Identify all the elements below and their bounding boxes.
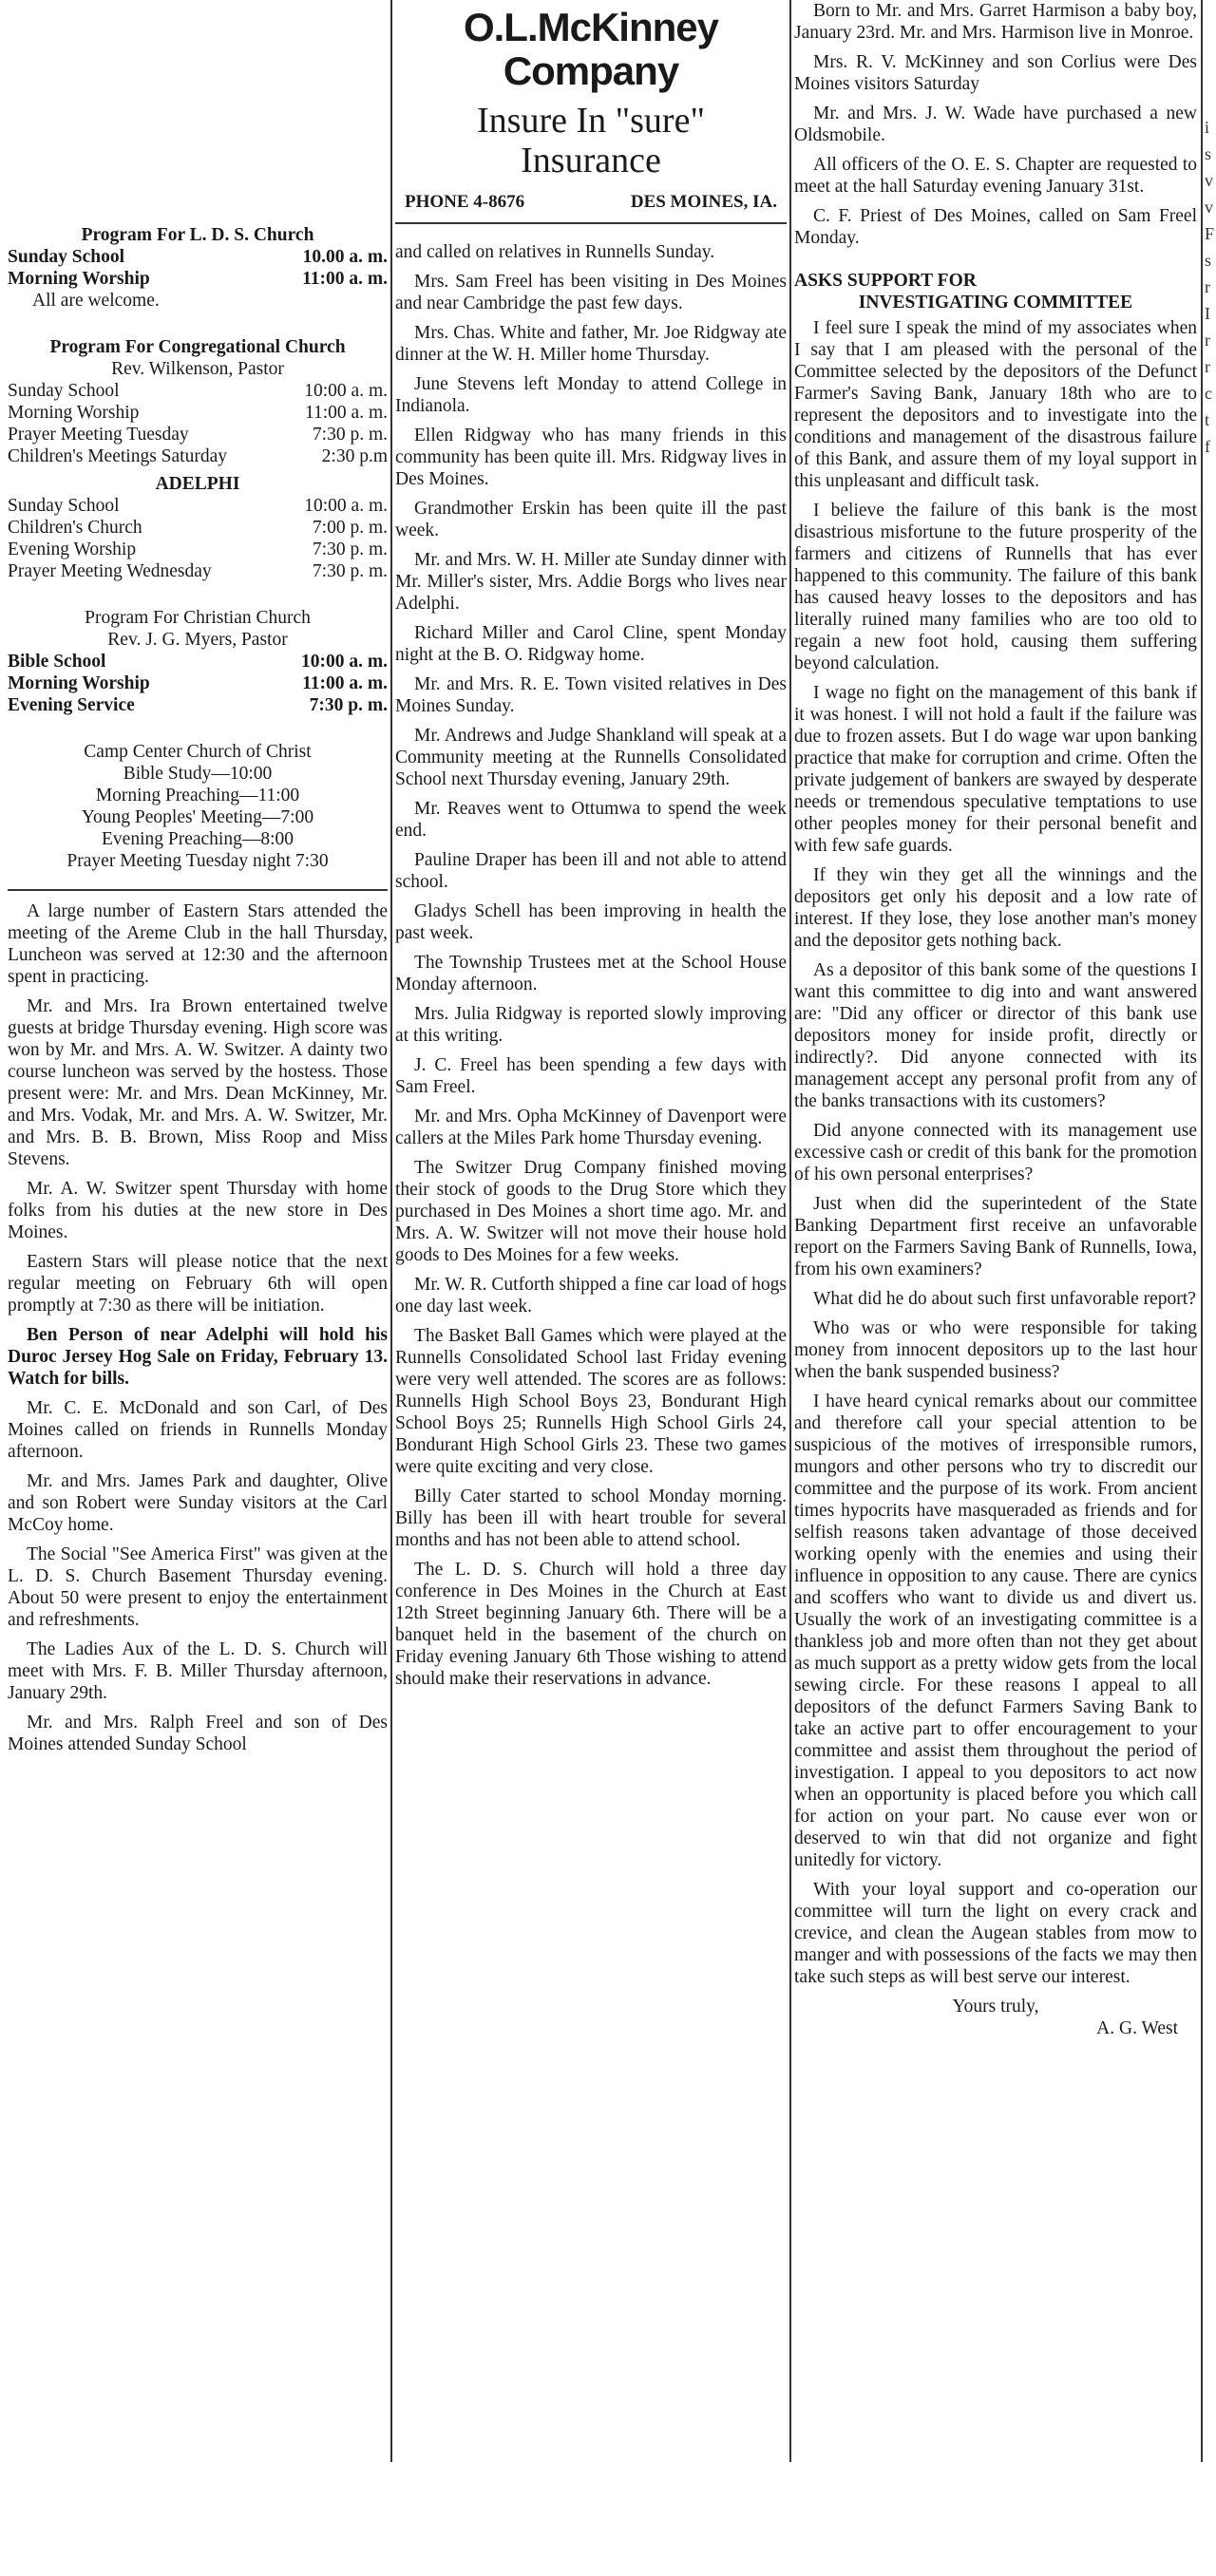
news-item: The Township Trustees met at the School House Monday afternoon. [395,953,787,994]
news-item: Mr. and Mrs. Ira Brown entertained twelve guests at bridge Thursday evening. High score was won by Mr. and Mrs. A. W. Switzer. A dainty two course luncheon was served by the hostess. Those present were: Mr. and Mrs. Dean McKinney, Mr. and Mrs. Vodak, Mr. and Mrs. A. W. Switzer, Mr. and Mrs. B. B. Brown, Miss Roop and Miss Stevens. [8,996,388,1169]
local-news [395,241,787,1690]
program-line: Evening Preaching—8:00 [102,829,294,849]
program-line: Prayer Meeting Tuesday night 7:30 [66,851,329,871]
news-item: The Ladies Aux of the L. D. S. Church will meet with Mrs. F. B. Miller Thursday afternoon, January 29th. [8,1639,388,1703]
schedule-row: Children's Church 7:00 p. m. [8,518,388,538]
letter-paragraph: I wage no fight on the management of this bank if it was honest. I will not hold a fault if the failure was due to frozen assets. But I do wage war upon banking practice that make for corruption and crime. Often the private judgement of bankers are swayed by desperate needs or tremendous speculative temptations to use other peoples money for their personal benefit and with few safe guards. [794,683,1197,856]
program-title: Camp Center Church of Christ [84,742,312,762]
news-item: Mr. and Mrs. J. W. Wade have purchased a new Oldsmobile. [794,104,1197,145]
letter-subheadline: INVESTIGATING COMMITTEE [858,293,1133,313]
ad-tagline: Insure In "sure" [477,101,705,141]
ad-company-name: O.L.McKinney Company [463,5,719,93]
program-title: Program For Congregational Church [49,337,346,357]
ad-contact [399,192,783,213]
schedule-row: Morning Worship 11:00 a. m. [8,673,388,693]
news-item: Mr. Andrews and Judge Shankland will speak at a Community meeting at the Runnells Consolidated School next Thursday evening, January 29th. [395,726,787,789]
news-item: Mr. and Mrs. W. H. Miller ate Sunday dinner with Mr. Miller's sister, Mrs. Addie Borgs who lives near Adelphi. [395,550,787,614]
program-pastor: Rev. Wilkenson, Pastor [111,359,284,379]
column-rule [1201,0,1203,2462]
column-rule [390,0,392,2462]
news-item: Mr. C. E. McDonald and son Carl, of Des Moines called on friends in Runnells Monday afternoon. [8,1398,388,1462]
letter-paragraph: Who was or who were responsible for taking money from innocent depositors up to the last hour when the bank suspended business? [794,1318,1197,1382]
schedule-row: Prayer Meeting Tuesday 7:30 p. m. [8,425,388,445]
schedule-row: Evening Service 7:30 p. m. [8,695,388,715]
program-title: Program For L. D. S. Church [81,225,314,245]
news-item: Eastern Stars will please notice that the next regular meeting on February 6th will open promptly at 7:30 as there will be initiation. [8,1252,388,1316]
program-pastor: Rev. J. G. Myers, Pastor [107,630,288,650]
schedule-row: Sunday School 10.00 a. m. [8,247,388,267]
insurance-ad [395,0,787,224]
news-item: Mr. and Mrs. James Park and daughter, Olive and son Robert were Sunday visitors at the Carl McCoy home. [8,1471,388,1535]
schedule-row: Morning Worship 11:00 a. m. [8,269,388,289]
news-item: Grandmother Erskin has been quite ill the past week. [395,499,787,540]
adjacent-column-edge: i s v v F s r I r r c t f [1205,118,1215,456]
news-item: Mrs. Chas. White and father, Mr. Joe Ridgway ate dinner at the W. H. Miller home Thursday. [395,323,787,365]
news-item: Mr. A. W. Switzer spent Thursday with home folks from his duties at the new store in Des Moines. [8,1179,388,1242]
letter-paragraph: With your loyal support and co-operation our committee will turn the light on every crack and crevice, and clean the Augean stables from mow to manger and with possessions of the facts we may then take such steps as will best serve our interest. [794,1880,1197,1987]
schedule-row: Sunday School 10:00 a. m. [8,381,388,401]
news-item: The Switzer Drug Company finished moving their stock of goods to the Drug Store which they purchased in Des Moines a short time ago. Mr. and Mrs. A. W. Switzer will not move their house hold goods to Des Moines for a few weeks. [395,1158,787,1265]
news-item: Ben Person of near Adelphi will hold his Duroc Jersey Hog Sale on Friday, February 13. Watch for bills. [8,1325,388,1389]
news-item: Mr. and Mrs. R. E. Town visited relatives in Des Moines Sunday. [395,674,787,716]
program-line: Morning Preaching—11:00 [95,786,300,805]
program-line: Young Peoples' Meeting—7:00 [81,807,314,827]
column-1 [8,224,388,1763]
letter-signature: A. G. West [1096,2018,1178,2038]
news-item: Mr. and Mrs. Ralph Freel and son of Des Moines attended Sunday School [8,1713,388,1754]
news-item: Mr. W. R. Cutforth shipped a fine car load of hogs one day last week. [395,1275,787,1316]
news-item: The Social "See America First" was given at the L. D. S. Church Basement Thursday evening. About 50 were present to enjoy the entertainment and refreshments. [8,1544,388,1630]
news-item: and called on relatives in Runnells Sunday. [395,242,715,262]
program-note: All are welcome. [32,291,160,311]
news-item: C. F. Priest of Des Moines, called on Sam Freel Monday. [794,206,1197,248]
adelphi-program [8,473,388,582]
letter-headline: ASKS SUPPORT FOR [794,271,977,291]
news-item: All officers of the O. E. S. Chapter are requested to meet at the hall Saturday evening January 31st. [794,155,1197,197]
congregational-program [8,336,388,467]
local-news [794,0,1197,249]
ad-tagline: Insurance [521,141,661,180]
program-line: Bible Study—10:00 [123,764,273,784]
news-item: Mr. Reaves went to Ottumwa to spend the week end. [395,799,787,841]
ad-phone: PHONE 4-8676 [405,192,525,212]
letter-paragraph: I have heard cynical remarks about our committee and therefore call your special attention to be suspicious of the motives of irresponsible rumors, mungors and other persons who try to discredit our committee and the purpose of its work. From ancient times hypocrits have masqueraded as friends and for selfish reasons taken advantage of those deceived working openly with the enemies and using their influence in opposition to any cause. There are cynics and scoffers who want to divide us and divert us. Usually the work of an investigating committee is a thankless job and more often than not they get about as much support as a pretty widow gets from the local sewing circle. For these reasons I appeal to all depositors of the defunct Farmers Saving Bank to take an active part to offer encouragement to your committee and assist them throughout the period of investigation. I appeal to you depositors to act now when an opportunity is placed before you which call for action on your part. No cause ever won or deserved to win that did not organize and fight unitedly for victory. [794,1392,1197,1870]
column-rule [789,0,791,2462]
lds-program [8,224,388,312]
news-item: Mr. and Mrs. Opha McKinney of Davenport were callers at the Miles Park home Thursday evening. [395,1107,787,1148]
schedule-row: Sunday School 10:00 a. m. [8,496,388,516]
ad-city: DES MOINES, IA. [630,192,777,212]
news-item: A large number of Eastern Stars attended the meeting of the Areme Club in the hall Thursday, Luncheon was served at 12:30 and the afternoon spent in practicing. [8,901,388,987]
news-item: Gladys Schell has been improving in health the past week. [395,901,787,943]
news-item: The Basket Ball Games which were played at the Runnells Consolidated School last Friday evening were very well attended. The scores are as follows: Runnells High School Boys 23, Bondurant High School Boys 25; Runnells High School Girls 24, Bondurant High School Girls 23. These two games were quite exciting and very close. [395,1326,787,1477]
local-news [8,900,388,1755]
news-item: Mrs. Sam Freel has been visiting in Des Moines and near Cambridge the past few days. [395,272,787,313]
program-title: Program For Christian Church [85,608,311,628]
news-item: June Stevens left Monday to attend College in Indianola. [395,374,787,416]
schedule-row: Morning Worship 11:00 a. m. [8,403,388,423]
column-2 [395,0,787,1697]
letter-paragraph: Just when did the superintedent of the State Banking Department first receive an unfavorable report on the Farmers Saving Bank of Runnells, Iowa, from his own examiners? [794,1194,1197,1279]
schedule-row: Children's Meetings Saturday 2:30 p.m [8,446,388,466]
news-item: Billy Cater started to school Monday morning. Billy has been ill with heart trouble for several months and has not been able to attend school. [395,1487,787,1550]
schedule-row: Bible School 10:00 a. m. [8,652,388,672]
news-item: Ellen Ridgway who has many friends in this community has been quite ill. Mrs. Ridgway lives in Des Moines. [395,426,787,489]
news-item: Mrs. Julia Ridgway is reported slowly improving at this writing. [395,1004,787,1046]
letter-paragraph: I feel sure I speak the mind of my associates when I say that I am pleased with the personal of the Committee selected by the depositors of the Defunct Farmer's Saving Bank, January 18th who are to represent the depositors and to investigate into the conditions and management of the disastrous failure of this Bank, and assure them of my loyal support in this unpleasant and difficult task. [794,318,1197,491]
schedule-row: Evening Worship 7:30 p. m. [8,540,388,559]
letter-paragraph: If they win they get all the winnings and the depositors get only his deposit and a low rate of interest. If they lose, they lose another man's money and the depositor gets nothing back. [794,865,1197,951]
news-item: The L. D. S. Church will hold a three day conference in Des Moines in the Church at East 12th Street beginning January 6th. There will be a banquet held in the basement of the church on Friday evening January 6th Those wishing to attend should make their reservations in advance. [395,1560,787,1689]
letter-paragraph: As a depositor of this bank some of the questions I want this committee to dig into and want answered are: "Did any officer or director of this bank use depositors money for inside profit, directly or indirectly?. Did anyone connected with its management accept any personal profit from any of the banks transactions with its customers? [794,960,1197,1111]
schedule-row: Prayer Meeting Wednesday 7:30 p. m. [8,561,388,581]
news-item: J. C. Freel has been spending a few days with Sam Freel. [395,1055,787,1097]
camp-center-program [8,741,388,872]
letter-paragraph: I believe the failure of this bank is the most disastrious misfortune to the future prosperity of the farmers and citizens of Runnells that has ever happened to this community. The failure of this bank has caused heavy losses to the depositors and has literally ruined many families who are too old to regain a new foot hold, causing them suffering beyond calculation. [794,501,1197,673]
letter-paragraph: What did he do about such first unfavorable report? [813,1289,1196,1309]
news-item: Mrs. R. V. McKinney and son Corlius were Des Moines visitors Saturday [794,52,1197,94]
christian-program [8,607,388,716]
news-item: Richard Miller and Carol Cline, spent Monday night at the B. O. Ridgway home. [395,623,787,665]
news-item: Pauline Draper has been ill and not able to attend school. [395,850,787,892]
program-title: ADELPHI [155,474,240,494]
section-divider [8,889,388,891]
letter-closing: Yours truly, [952,1997,1039,2017]
column-3 [794,0,1197,2039]
letter-to-editor [794,270,1197,2039]
letter-paragraph: Did anyone connected with its management use excessive cash or credit of this bank for the promotion of his own personal enterprises? [794,1121,1198,1184]
news-item: Born to Mr. and Mrs. Garret Harmison a baby boy, January 23rd. Mr. and Mrs. Harmison live in Monroe. [794,1,1197,43]
